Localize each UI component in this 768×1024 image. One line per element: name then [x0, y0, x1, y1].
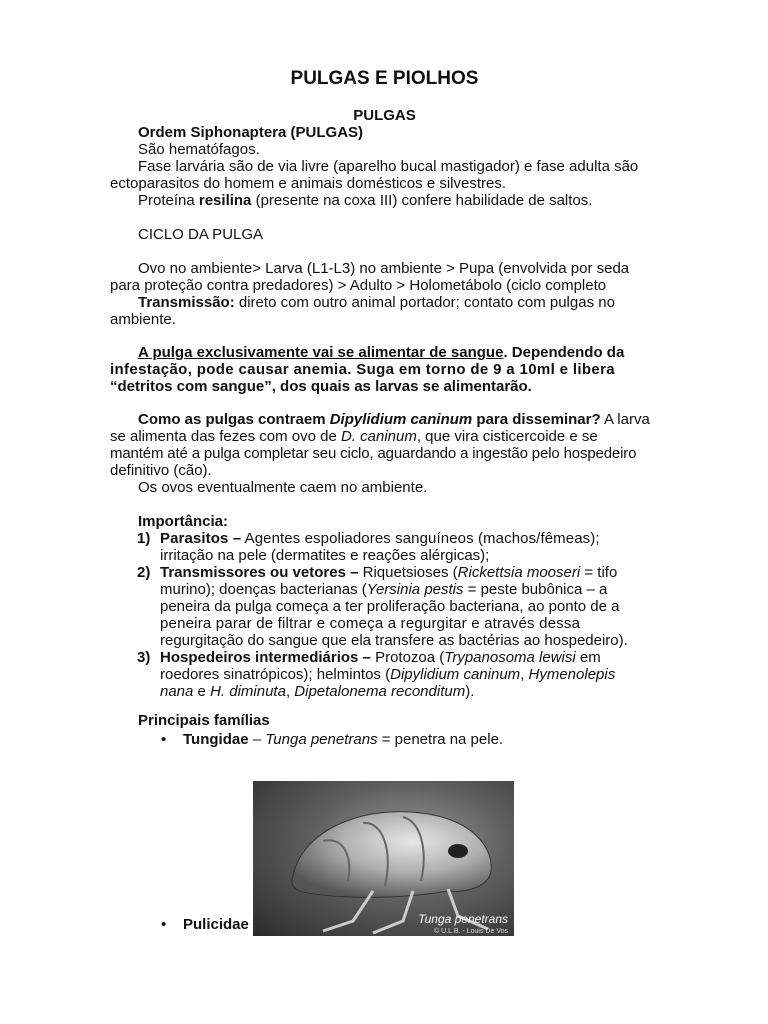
anemia-line3: “detritos com sangue”, dos quais as larvas se alimentarão. [110, 378, 532, 395]
hosp-t3a: nana [160, 683, 194, 700]
dipy-l2c: , que vira cisticercoide e se [416, 428, 598, 445]
transm-t2b: Yersinia pestis [366, 581, 464, 598]
hosp-t3c: H. diminuta [210, 683, 286, 700]
list-number: 3) [137, 649, 151, 666]
anemia-line1 [110, 344, 659, 361]
dipy-q-a: Como as pulgas contraem [138, 411, 330, 428]
section-title-pulgas: PULGAS [353, 107, 416, 124]
hosp-t2a: roedores sinatrópicos); helmintos ( [160, 666, 391, 683]
tungidae-name: Tungidae [183, 731, 249, 748]
list-number: 1) [137, 530, 151, 547]
larval-text-line1: Fase larvária são de via livre (aparelho bucal mastigador) e fase adulta são [138, 158, 639, 175]
hosp-t2c: , [520, 666, 529, 683]
dipy-l2-species: D. caninum [340, 428, 417, 445]
transm-t5: regurgitação do sangue que ela transfere as bactérias ao hospedeiro). [160, 632, 628, 649]
dipy-q-d: A larva [600, 411, 650, 428]
resilina-suffix: (presente na coxa III) confere habilidade de saltos. [251, 192, 593, 209]
list-item-tungidae [110, 731, 659, 748]
dipylidium-question [110, 411, 659, 428]
tunga-penetrans-photo [253, 781, 514, 936]
list-item-hospedeiros [110, 649, 659, 700]
hosp-t3e: Dipetalonema reconditum [294, 683, 466, 700]
parasitos-text2: irritação na pele (dermatites e reações alérgicas); [160, 547, 490, 564]
dipy-q-c: para disseminar? [472, 411, 601, 428]
anemia-line2: infestação, pode causar anemia. Suga em torno de 9 a 10ml e libera [110, 361, 615, 378]
hosp-t1a: Protozoa ( [370, 649, 445, 666]
transmissao-text: direto com outro animal portador; contato com pulgas no [234, 294, 615, 311]
transmissao-line2: ambiente. [110, 311, 176, 328]
hosp-t3b: e [193, 683, 211, 700]
transm-t1c: = tifo [580, 564, 618, 581]
hosp-t3f: ). [465, 683, 475, 700]
anemia-underlined: A pulga exclusivamente vai se alimentar de sangue [138, 344, 504, 361]
parasitos-label: Parasitos – [160, 530, 242, 547]
dipylidium-line4: definitivo (cão). [110, 462, 212, 479]
familias-list [110, 731, 659, 748]
transm-t1a: Riquetsioses ( [358, 564, 458, 581]
list-item-transmissores [110, 564, 659, 649]
importancia-heading: Importância: [138, 513, 229, 530]
bullet-icon: • [161, 731, 167, 748]
ciclo-line1: Ovo no ambiente> Larva (L1-L3) no ambiente > Pupa (envolvida por seda [138, 260, 630, 277]
ciclo-heading: CICLO DA PULGA [138, 226, 264, 243]
photo-credit: © U.L.B. - Louis De Vos [433, 928, 508, 935]
tungidae-desc: = penetra na pele. [377, 731, 504, 748]
hospedeiros-label: Hospedeiros intermediários – [160, 649, 371, 666]
resilina-term: resilina [198, 192, 252, 209]
dipylidium-line3: mantém até a pulga completar seu ciclo, aguardando a ingestão pelo hospedeiro [110, 445, 637, 462]
importancia-list [110, 530, 659, 700]
resilina-prefix: Proteína [138, 192, 199, 209]
anemia-line1-rest: . Dependendo da [503, 344, 625, 361]
hosp-t1c: em [575, 649, 601, 666]
transm-t2c: = peste bubônica – a [463, 581, 608, 598]
transmissores-label: Transmissores ou vetores – [160, 564, 359, 581]
photo-caption: Tunga penetrans [418, 912, 508, 926]
order-heading: Ordem Siphonaptera (PULGAS) [138, 124, 364, 141]
transm-t2a: murino); doenças bacterianas ( [160, 581, 367, 598]
transmissao-label: Transmissão: [138, 294, 235, 311]
tungidae-dash: – [248, 731, 266, 748]
dipylidium-line5: Os ovos eventualmente caem no ambiente. [138, 479, 428, 496]
transm-t1b: Rickettsia mooseri [457, 564, 581, 581]
dipylidium-line2 [110, 428, 659, 445]
hosp-t2d: Hymenolepis [528, 666, 616, 683]
hosp-t2b: Dipylidium caninum [390, 666, 521, 683]
hemato-text: São hematófagos. [138, 141, 260, 158]
list-item-parasitos [110, 530, 659, 564]
hosp-t1b: Trypanosoma lewisi [444, 649, 576, 666]
transmissao-line1 [110, 294, 659, 311]
resilina-text [110, 192, 659, 209]
transm-t4: peneira parar de filtrar e começa a regurgitar e através dessa [160, 615, 581, 632]
pulicidae-name: Pulicidae [183, 916, 249, 933]
parasitos-text1: Agentes espoliadores sanguíneos (machos/fêmeas); [241, 530, 600, 547]
list-number: 2) [137, 564, 151, 581]
dipy-q-species: Dipylidium caninum [329, 411, 473, 428]
dipy-l2a: se alimenta das fezes com ovo de [110, 428, 341, 445]
transm-t3: peneira da pulga começa a ter proliferação bacteriana, ao ponto de a [160, 598, 620, 615]
hosp-t3d: , [285, 683, 295, 700]
ciclo-line2: para proteção contra predadores) > Adulto > Holometábolo (ciclo completo [110, 277, 607, 294]
larval-text-line2: ectoparasitos do homem e animais domésticos e silvestres. [110, 175, 507, 192]
familias-heading: Principais famílias [138, 712, 270, 729]
tungidae-species: Tunga penetrans [265, 731, 378, 748]
page-title: PULGAS E PIOLHOS [290, 68, 479, 89]
bullet-icon: • [161, 916, 167, 933]
